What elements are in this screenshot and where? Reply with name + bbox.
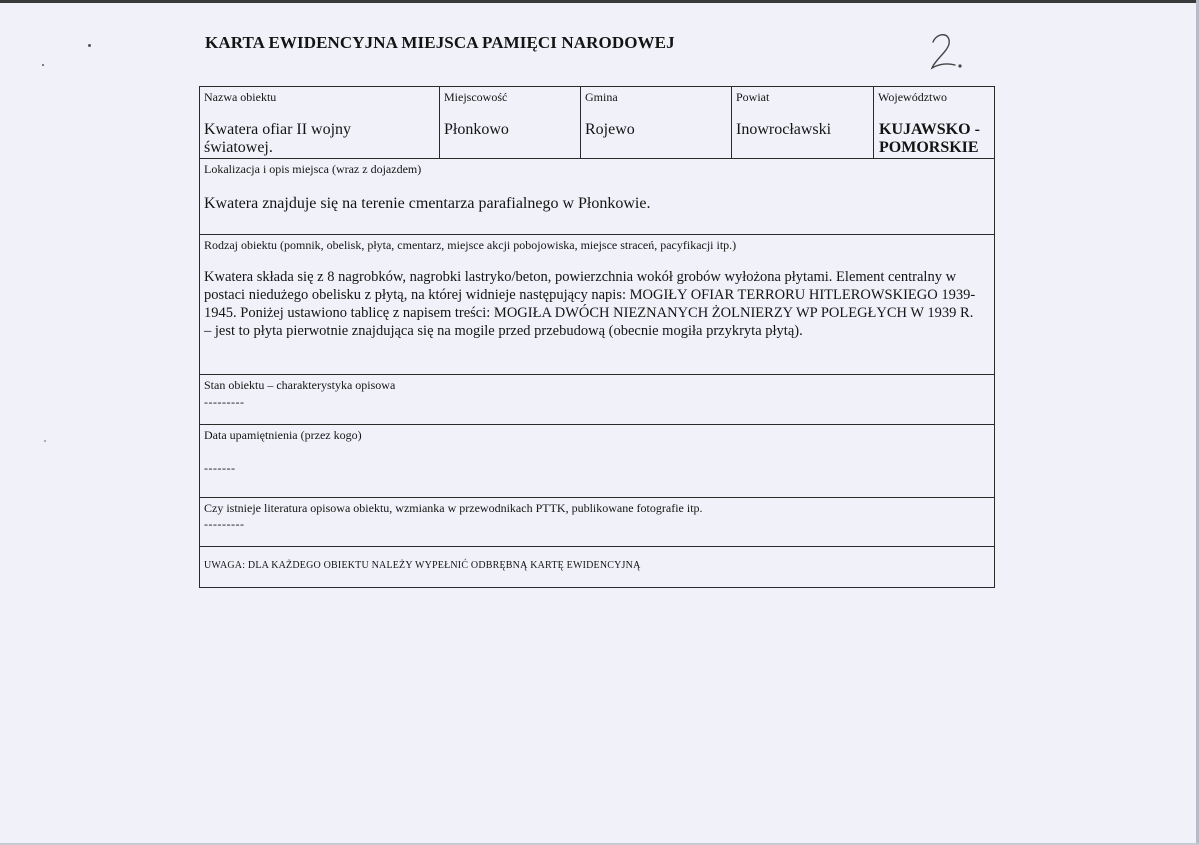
section-stan-obiektu [200,375,994,425]
page-title: KARTA EWIDENCYJNA MIEJSCA PAMIĘCI NARODOWEJ [205,33,675,52]
uwaga-note: UWAGA: DLA KAŻDEGO OBIEKTU NALEŻY WYPEŁNIĆ ODBRĘBNĄ KARTĘ EWIDENCYJNĄ [204,560,641,571]
value-rodzaj-obiektu: Kwatera składa się z 8 nagrobków, nagrobki lastryko/beton, powierzchnia wokół grobów wyłożona płytami. Element centralny w postaci niedużego obelisku z płytą, na której widnieje następujący napis: MOGIŁY OFIAR TERRORU HITLEROWSKIEGO 1939-1945. Poniżej ustawiono tablicę z napisem treści: MOGIŁA DWÓCH NIEZNANYCH ŻOLNIERZY WP POLEGŁYCH W 1939 R. – jest to płyta pierwotnie znajdująca się na mogile przed przebudową (obecnie mogiła przykryta płytą). [204,269,976,339]
cell-nazwa-obiektu [200,87,440,158]
value-miejscowosc: Płonkowo [444,121,509,138]
value-powiat: Inowrocławski [736,121,832,138]
section-lokalizacja [200,159,994,235]
label-data-upamietnienia: Data upamiętnienia (przez kogo) [204,428,362,442]
value-stan-obiektu: --------- [204,395,245,409]
cell-gmina [581,87,732,158]
scan-top-edge [0,0,1199,3]
label-literatura: Czy istnieje literatura opisowa obiektu, wzmianka w przewodnikach PTTK, publikowane fotografie itp. [204,501,703,515]
header-row [200,87,994,159]
label-wojewodztwo: Województwo [878,90,948,104]
cell-wojewodztwo [874,87,994,158]
label-lokalizacja: Lokalizacja i opis miejsca (wraz z dojazdem) [204,162,422,176]
value-data-upamietnienia: ------- [204,461,236,475]
value-wojewodztwo: KUJAWSKO - POMORSKIE [879,121,980,156]
value-literatura: --------- [204,517,245,531]
cell-miejscowosc [440,87,581,158]
value-nazwa-obiektu: Kwatera ofiar II wojny światowej. [204,121,352,156]
label-miejscowosc: Miejscowość [444,90,508,104]
scan-speck [44,440,46,442]
section-data-upamietnienia [200,425,994,498]
label-stan-obiektu: Stan obiektu – charakterystyka opisowa [204,378,396,392]
record-card-form [199,86,995,588]
handwritten-page-number-2 [925,30,965,74]
value-lokalizacja: Kwatera znajduje się na terenie cmentarza parafialnego w Płonkowie. [204,195,651,212]
label-nazwa-obiektu: Nazwa obiektu [204,90,277,104]
label-rodzaj-obiektu: Rodzaj obiektu (pomnik, obelisk, płyta, cmentarz, miejsce akcji pobojowiska, miejsce straceń, pacyfikacji itp.) [204,238,737,252]
section-uwaga [200,547,994,587]
section-literatura [200,498,994,547]
scan-speck [42,64,44,66]
scan-speck [88,44,91,47]
value-gmina: Rojewo [585,121,635,138]
cell-powiat [732,87,874,158]
section-rodzaj-obiektu [200,235,994,375]
label-gmina: Gmina [585,90,618,104]
label-powiat: Powiat [736,90,770,104]
